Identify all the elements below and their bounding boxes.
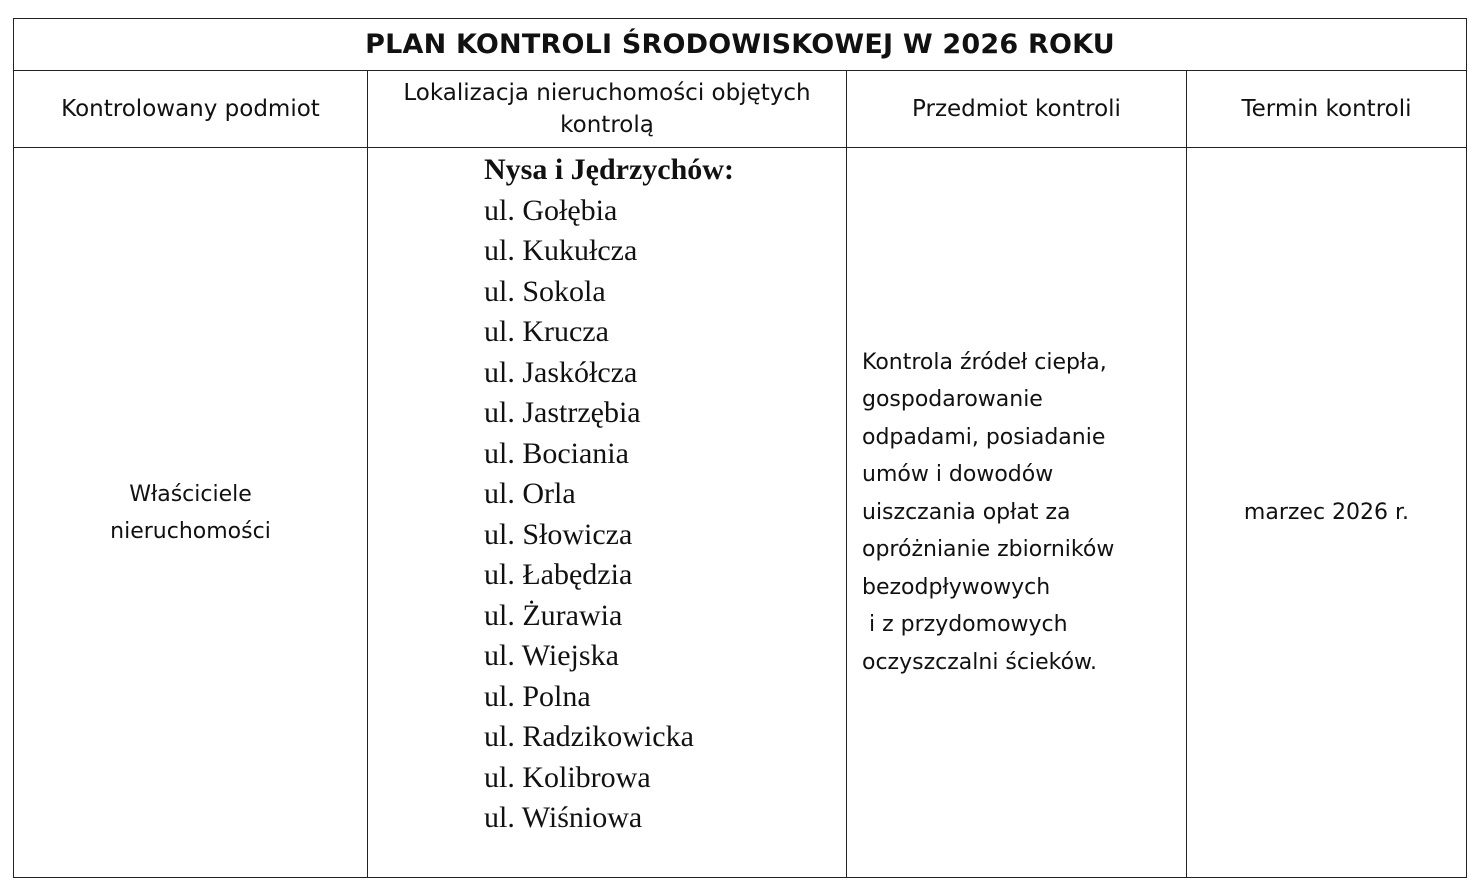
location-list (484, 150, 734, 839)
inspection-date-text: marzec 2026 r. (1243, 499, 1410, 525)
location-street-item: ul. Sokola (484, 274, 606, 308)
table-row (14, 148, 1466, 877)
cell-controlled-entity (14, 148, 368, 877)
inspection-subject-line: gospodarowanie (862, 387, 1043, 413)
header-controlled-entity: Kontrolowany podmiot (14, 71, 368, 147)
location-street-item: ul. Kukułcza (484, 234, 638, 267)
location-street-item: ul. Żurawia (484, 598, 623, 632)
location-street-item: ul. Słowicza (484, 517, 633, 551)
inspection-subject-line: Kontrola źródeł ciepła, (862, 349, 1107, 375)
inspection-plan-table (13, 18, 1467, 878)
cell-inspection-date (1187, 148, 1466, 877)
location-group-title: Nysa i Jędrzychów: (484, 153, 734, 186)
inspection-subject-line: odpadami, posiadanie (862, 424, 1106, 450)
location-street-item: ul. Jaskółcza (484, 355, 638, 389)
table-header-row (14, 71, 1466, 148)
controlled-entity-text: Właściciele nieruchomości (110, 481, 271, 544)
location-street-item: ul. Radzikowicka (484, 720, 694, 753)
location-street-item: ul. Krucza (484, 315, 609, 348)
location-street-item: ul. Wiejska (484, 639, 619, 672)
location-street-item: ul. Kolibrowa (484, 760, 651, 794)
location-street-item: ul. Łabędzia (484, 558, 633, 591)
cell-inspection-subject (847, 148, 1187, 877)
inspection-subject-line: umów i dowodów (862, 462, 1054, 488)
location-street-item: ul. Jastrzębia (484, 396, 641, 429)
table-title: PLAN KONTROLI ŚRODOWISKOWEJ W 2026 ROKU (14, 19, 1466, 71)
header-inspection-subject: Przedmiot kontroli (847, 71, 1187, 147)
inspection-subject-line: bezodpływowych (862, 574, 1051, 600)
location-street-item: ul. Orla (484, 477, 576, 510)
location-street-item: ul. Bociania (484, 436, 629, 470)
location-street-item: ul. Polna (484, 679, 591, 713)
header-property-location: Lokalizacja nieruchomości objętych kontrolą (368, 71, 847, 147)
location-street-item: ul. Wiśniowa (484, 801, 643, 834)
inspection-subject-line: i z przydomowych (862, 612, 1068, 638)
location-street-item: ul. Gołębia (484, 193, 618, 227)
inspection-subject-text (862, 344, 1114, 682)
header-inspection-date: Termin kontroli (1241, 96, 1412, 122)
inspection-subject-line: oczyszczalni ścieków. (862, 649, 1098, 675)
inspection-subject-line: opróżnianie zbiorników (862, 537, 1115, 563)
inspection-subject-line: uiszczania opłat za (862, 499, 1071, 525)
